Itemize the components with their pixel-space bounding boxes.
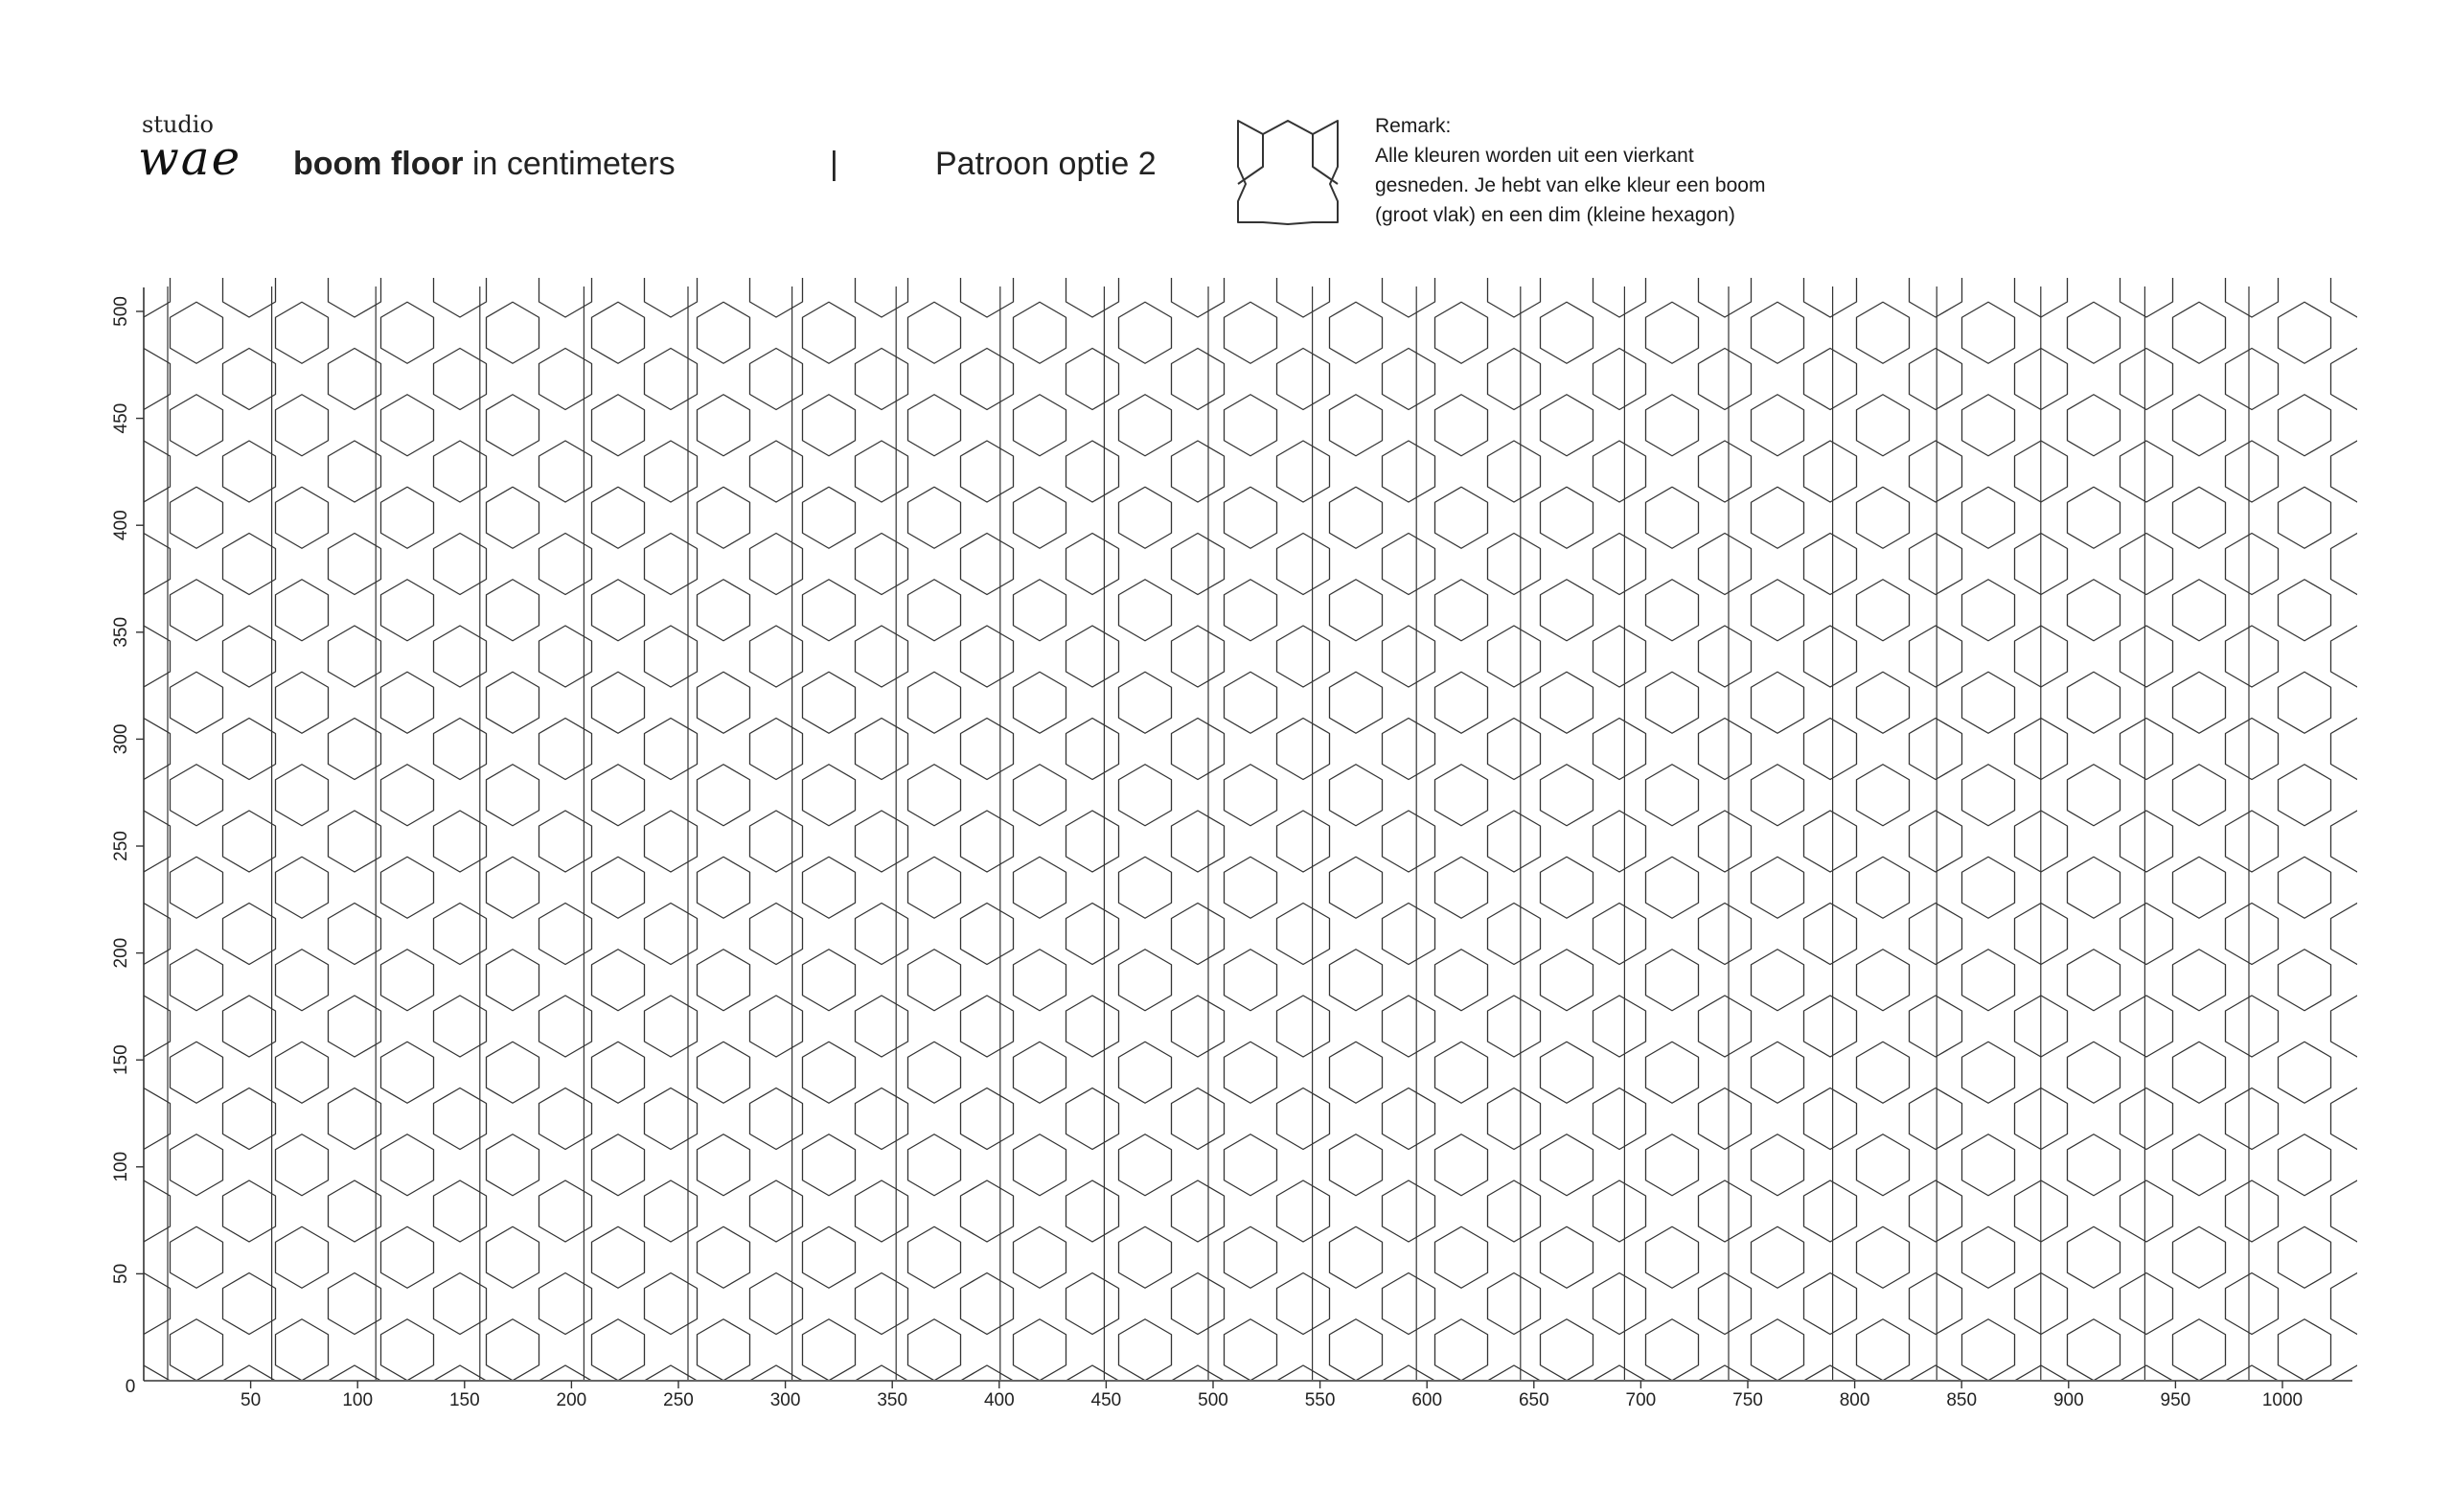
x-tick-label: 0 [125, 1377, 136, 1397]
y-tick-label: 200 [111, 937, 131, 969]
axes [144, 287, 2352, 1381]
x-tick-label: 300 [769, 1390, 801, 1410]
y-tick-label: 50 [111, 1263, 131, 1284]
x-tick-label: 1000 [2261, 1390, 2304, 1410]
x-tick-label: 700 [1625, 1390, 1657, 1410]
y-tick-label: 500 [111, 296, 131, 327]
x-tick-label: 950 [2160, 1390, 2191, 1410]
trunk-lines [168, 286, 2249, 1381]
x-tick-label: 400 [983, 1390, 1015, 1410]
x-tick-label: 500 [1198, 1390, 1228, 1410]
title-rest: in centimeters [463, 146, 676, 182]
remark-label: Remark: [1375, 115, 1452, 137]
x-tick-label: 750 [1732, 1390, 1763, 1410]
y-axis-ticks [111, 296, 144, 1284]
y-tick-label: 250 [111, 831, 131, 861]
x-tick-label: 550 [1304, 1390, 1336, 1410]
y-tick-label: 100 [111, 1151, 131, 1182]
x-tick-label: 250 [663, 1390, 694, 1410]
x-tick-label: 100 [342, 1390, 374, 1410]
brand-small-text: studio [142, 111, 214, 138]
hexagon-grid [65, 164, 2437, 1512]
x-tick-label: 650 [1518, 1390, 1549, 1410]
hexagon-pattern [65, 164, 2437, 1512]
x-tick-label: 900 [2052, 1390, 2084, 1410]
y-tick-label: 350 [111, 616, 131, 648]
y-tick-label: 450 [111, 402, 131, 434]
x-tick-label: 800 [1839, 1390, 1870, 1410]
y-tick-label: 400 [111, 510, 131, 541]
x-tick-label: 600 [1411, 1390, 1443, 1410]
y-tick-label: 300 [111, 723, 131, 755]
remark-line-1: Alle kleuren worden uit een vierkant [1375, 145, 1694, 167]
page-subtitle: Patroon optie 2 [935, 146, 1157, 182]
x-tick-label: 450 [1090, 1390, 1122, 1410]
remark-line-3: (groot vlak) en een dim (kleine hexagon) [1375, 204, 1735, 226]
x-tick-label: 50 [241, 1390, 262, 1410]
remark-line-2: gesneden. Je hebt van elke kleur een boom [1375, 174, 1766, 196]
x-tick-label: 850 [1946, 1390, 1978, 1410]
y-tick-label: 150 [111, 1044, 131, 1076]
x-tick-label: 150 [448, 1390, 480, 1410]
title-separator: | [830, 146, 838, 182]
brand-logo: wae [138, 130, 242, 186]
x-tick-label: 200 [556, 1390, 587, 1410]
x-tick-label: 350 [877, 1390, 908, 1410]
title-bold: boom floor [293, 146, 464, 182]
x-axis-ticks [126, 1377, 2303, 1410]
